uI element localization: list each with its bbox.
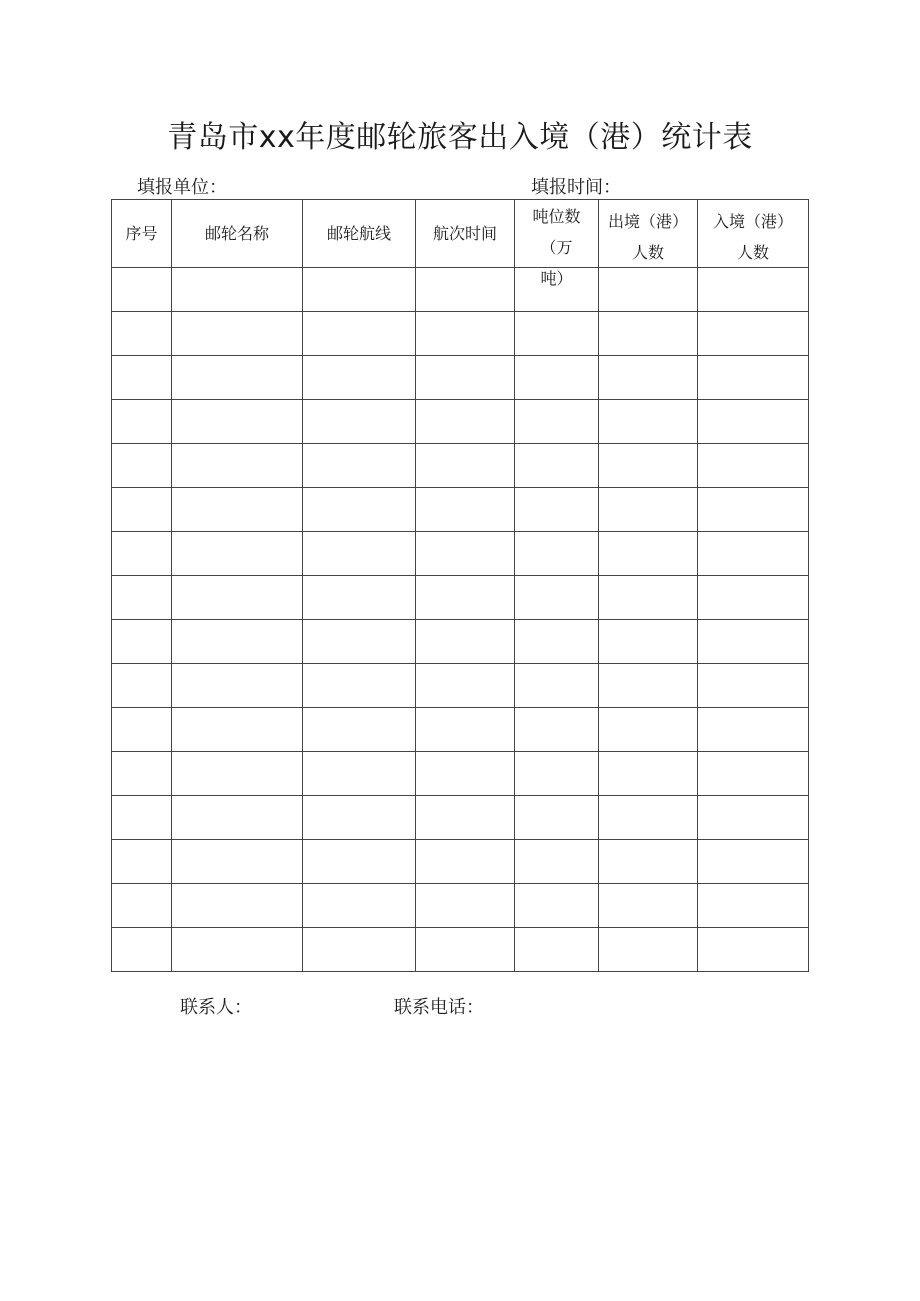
header-voyage-time: 航次时间 [416, 200, 515, 268]
table-cell[interactable] [112, 268, 172, 312]
table-cell[interactable] [172, 312, 303, 356]
table-cell[interactable] [416, 400, 515, 444]
table-cell[interactable] [416, 620, 515, 664]
table-cell[interactable] [303, 312, 416, 356]
table-cell[interactable] [698, 664, 809, 708]
table-cell[interactable] [698, 444, 809, 488]
table-cell[interactable] [416, 752, 515, 796]
table-cell[interactable] [698, 356, 809, 400]
table-cell[interactable] [172, 356, 303, 400]
table-cell[interactable] [416, 840, 515, 884]
header-cruise-name: 邮轮名称 [172, 200, 303, 268]
table-cell[interactable] [112, 620, 172, 664]
table-cell[interactable] [515, 532, 599, 576]
table-cell[interactable] [172, 840, 303, 884]
table-cell[interactable] [599, 840, 698, 884]
table-cell[interactable] [112, 356, 172, 400]
table-cell[interactable] [303, 840, 416, 884]
table-cell[interactable] [416, 444, 515, 488]
table-cell[interactable] [515, 356, 599, 400]
phone-label: 联系电话： [394, 997, 484, 1018]
table-cell[interactable] [599, 400, 698, 444]
table-cell[interactable] [698, 312, 809, 356]
table-cell[interactable] [172, 268, 303, 312]
table-cell[interactable] [416, 488, 515, 532]
table-cell[interactable] [515, 576, 599, 620]
fill-unit-label: 填报单位： [137, 177, 227, 198]
table-cell[interactable] [303, 532, 416, 576]
table-header-row [112, 200, 809, 268]
table-row [112, 664, 809, 708]
table-cell[interactable] [698, 708, 809, 752]
table-row [112, 708, 809, 752]
table-cell[interactable] [303, 708, 416, 752]
table-cell[interactable] [599, 356, 698, 400]
table-cell[interactable] [698, 488, 809, 532]
table-cell[interactable] [698, 576, 809, 620]
table-row [112, 444, 809, 488]
table-cell[interactable] [303, 268, 416, 312]
table-cell[interactable] [112, 444, 172, 488]
table-cell[interactable] [416, 664, 515, 708]
table-row [112, 840, 809, 884]
table-cell[interactable] [172, 400, 303, 444]
table-cell[interactable] [112, 400, 172, 444]
table-cell[interactable] [515, 708, 599, 752]
table-cell[interactable] [172, 664, 303, 708]
table-cell[interactable] [416, 576, 515, 620]
table-cell[interactable] [303, 884, 416, 928]
table-cell[interactable] [599, 796, 698, 840]
table-cell[interactable] [416, 312, 515, 356]
table-cell[interactable] [599, 532, 698, 576]
table-cell[interactable] [112, 884, 172, 928]
table-cell[interactable] [112, 312, 172, 356]
table-cell[interactable] [303, 488, 416, 532]
table-row [112, 312, 809, 356]
table-cell[interactable] [303, 620, 416, 664]
table-cell[interactable] [112, 796, 172, 840]
table-row [112, 400, 809, 444]
table-cell[interactable] [698, 884, 809, 928]
table-cell[interactable] [515, 444, 599, 488]
table-cell[interactable] [112, 488, 172, 532]
table-row [112, 268, 809, 312]
page-title: 青岛市xx年度邮轮旅客出入境（港）统计表 [167, 120, 753, 155]
header-serial-number: 序号 [112, 200, 172, 268]
table-row [112, 796, 809, 840]
table-cell[interactable] [416, 268, 515, 312]
table-cell[interactable] [599, 444, 698, 488]
header-arrivals: 入境（港） 人数 [698, 200, 809, 268]
table-cell[interactable] [599, 752, 698, 796]
table-cell[interactable] [599, 312, 698, 356]
table-cell[interactable] [515, 312, 599, 356]
table-row [112, 532, 809, 576]
table-row [112, 752, 809, 796]
table-row [112, 928, 809, 972]
fill-time-label: 填报时间： [531, 177, 621, 198]
table-cell[interactable] [303, 356, 416, 400]
table-cell[interactable] [515, 796, 599, 840]
table-cell[interactable] [112, 928, 172, 972]
table-row [112, 356, 809, 400]
table-cell[interactable] [172, 752, 303, 796]
table-cell[interactable] [172, 620, 303, 664]
table-cell[interactable] [515, 620, 599, 664]
table-cell[interactable] [599, 664, 698, 708]
header-cruise-route: 邮轮航线 [303, 200, 416, 268]
table-cell[interactable] [515, 840, 599, 884]
table-cell[interactable] [515, 400, 599, 444]
table-cell[interactable] [112, 752, 172, 796]
table-cell[interactable] [303, 796, 416, 840]
table-cell[interactable] [515, 752, 599, 796]
table-cell[interactable] [515, 488, 599, 532]
table-cell[interactable] [303, 752, 416, 796]
table-cell[interactable] [112, 576, 172, 620]
table-cell[interactable] [172, 884, 303, 928]
table-cell[interactable] [698, 532, 809, 576]
table-cell[interactable] [416, 796, 515, 840]
table-cell[interactable] [172, 444, 303, 488]
table-cell[interactable] [416, 884, 515, 928]
table-cell[interactable] [599, 620, 698, 664]
table-row [112, 884, 809, 928]
table-cell[interactable] [698, 840, 809, 884]
table-cell[interactable] [698, 928, 809, 972]
table-cell[interactable] [698, 796, 809, 840]
table-cell[interactable] [303, 444, 416, 488]
header-departures: 出境（港） 人数 [599, 200, 698, 268]
table-row [112, 576, 809, 620]
table-cell[interactable] [416, 532, 515, 576]
table-cell[interactable] [172, 532, 303, 576]
table-cell[interactable] [112, 708, 172, 752]
table-cell[interactable] [172, 796, 303, 840]
table-cell[interactable] [515, 884, 599, 928]
table-cell[interactable] [303, 576, 416, 620]
table-cell[interactable] [416, 928, 515, 972]
table-cell[interactable] [599, 708, 698, 752]
table-cell[interactable] [416, 356, 515, 400]
table-cell[interactable] [112, 532, 172, 576]
table-row [112, 488, 809, 532]
table-cell[interactable] [515, 928, 599, 972]
table-cell[interactable] [599, 488, 698, 532]
table-cell[interactable] [172, 576, 303, 620]
table-cell[interactable] [303, 664, 416, 708]
table-cell[interactable] [698, 268, 809, 312]
table-cell[interactable] [172, 708, 303, 752]
table-cell[interactable] [112, 840, 172, 884]
statistics-table [111, 199, 809, 972]
table-cell[interactable] [698, 400, 809, 444]
table-cell[interactable] [303, 928, 416, 972]
contact-label: 联系人： [180, 997, 252, 1018]
table-body [112, 268, 809, 972]
table-cell[interactable] [698, 620, 809, 664]
table-cell[interactable] [698, 752, 809, 796]
table-row [112, 620, 809, 664]
table-cell[interactable] [599, 576, 698, 620]
table-cell[interactable] [599, 884, 698, 928]
header-tonnage: 吨位数 （万 吨） [515, 200, 599, 268]
table-cell[interactable] [599, 928, 698, 972]
table-cell[interactable] [172, 488, 303, 532]
table-cell[interactable] [416, 708, 515, 752]
table-cell[interactable] [172, 928, 303, 972]
table-cell[interactable] [599, 268, 698, 312]
table-cell[interactable] [303, 400, 416, 444]
table-cell[interactable] [112, 664, 172, 708]
table-cell[interactable] [515, 664, 599, 708]
